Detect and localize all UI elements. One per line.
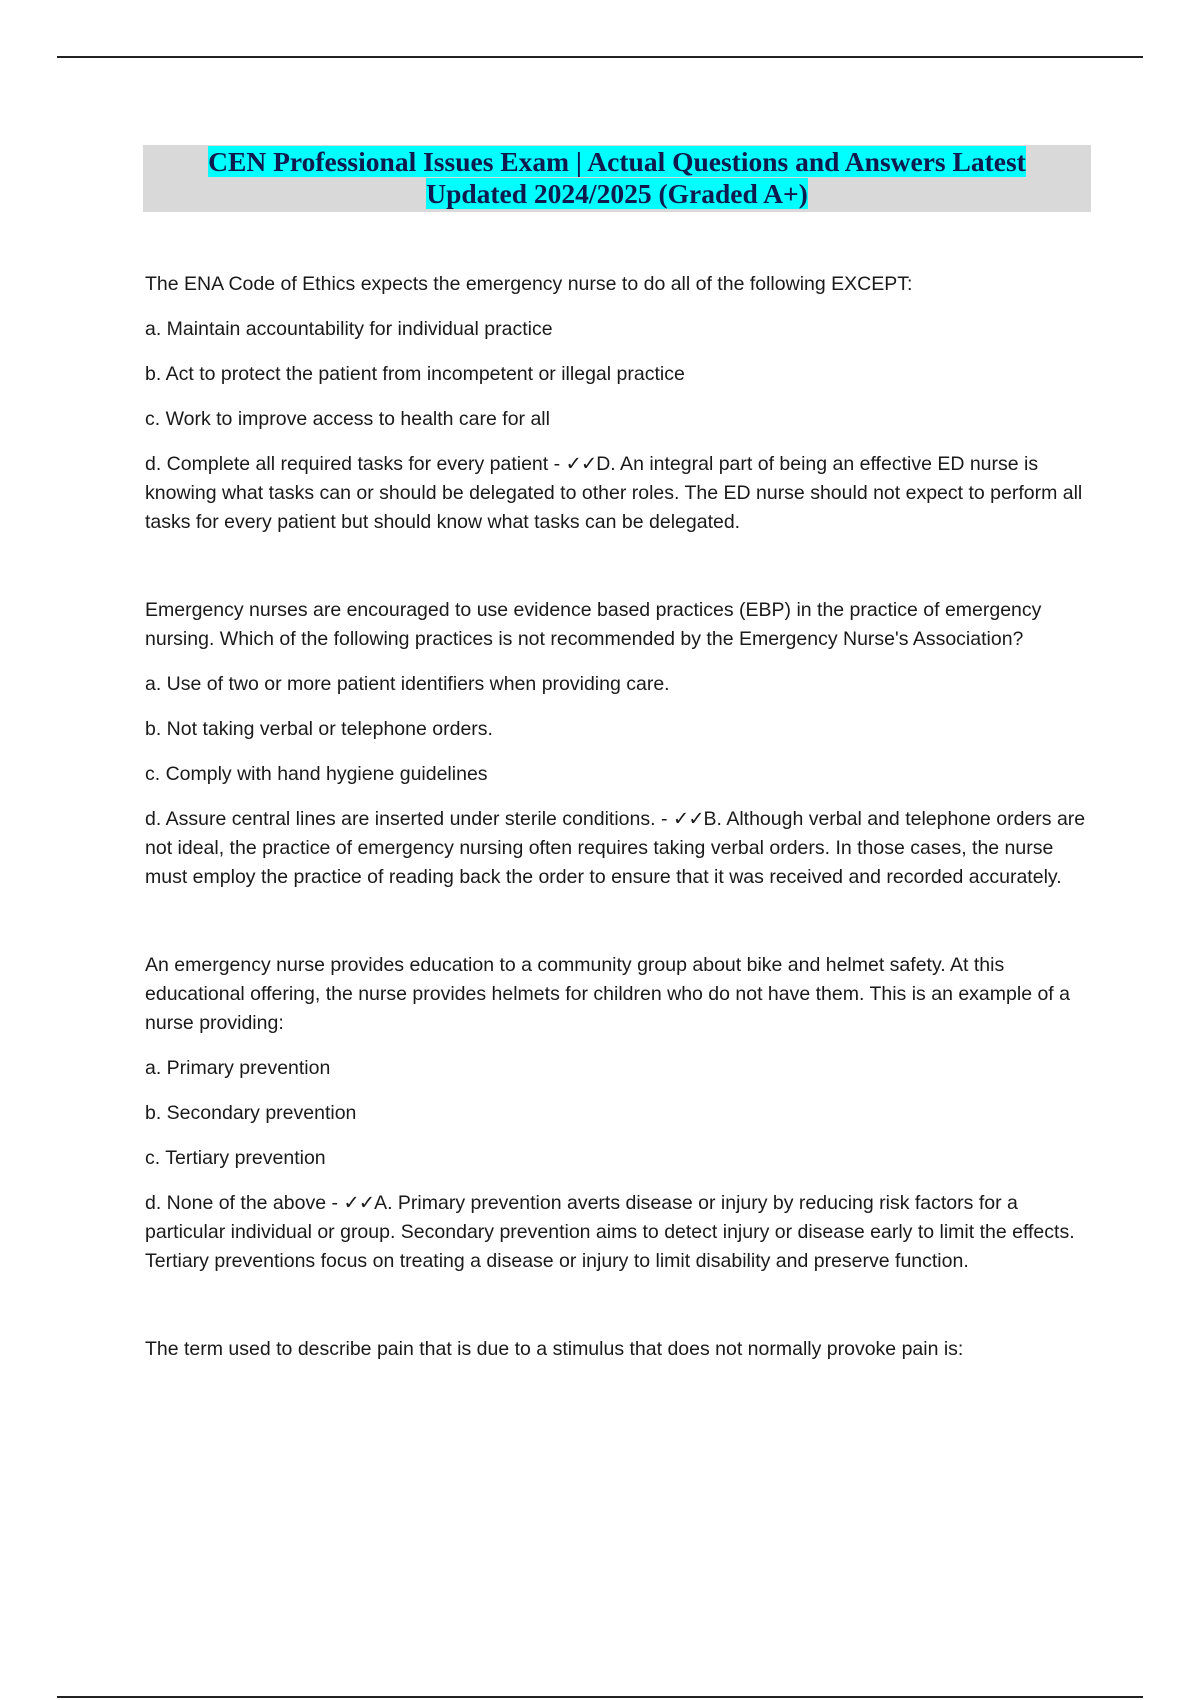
option-a: a. Use of two or more patient identifiers when providing care. (145, 673, 670, 695)
option-c: c. Work to improve access to health care for all (145, 408, 550, 430)
option-c: c. Tertiary prevention (145, 1147, 326, 1169)
question-stem: An emergency nurse provides education to a community group about bike and helmet safety. At this educational offering, the nurse provides helmets for children who do not have them. This is an example of a nurse providing: (145, 954, 1070, 1034)
option-c: c. Comply with hand hygiene guidelines (145, 763, 488, 785)
answer-explanation: B. Although verbal and telephone orders are not ideal, the practice of emergency nursing often requires taking verbal orders. In those cases, the nurse must employ the practice of reading back the order to ensure that it was received and recorded accurately. (145, 808, 1086, 888)
bottom-rule (57, 1696, 1143, 1698)
check-mark-icon: ✓✓ (343, 1192, 375, 1214)
option-d: d. Complete all required tasks for every patient - (145, 453, 566, 475)
option-a: a. Primary prevention (145, 1057, 331, 1079)
check-mark-icon: ✓✓ (565, 453, 597, 475)
question-block-4 (145, 1335, 1090, 1364)
question-block-2 (145, 596, 1090, 892)
option-b: b. Act to protect the patient from incompetent or illegal practice (145, 363, 685, 385)
question-block-1 (145, 270, 1090, 537)
option-b: b. Secondary prevention (145, 1102, 357, 1124)
question-block-3 (145, 951, 1090, 1276)
answer-explanation: A. Primary prevention averts disease or injury by reducing risk factors for a particular individual or group. Secondary prevention aims to detect injury or disease early to limit the effects. Tertiary preventions focus on treating a disease or injury to limit disability and preserve function. (145, 1192, 1075, 1272)
question-stem: The ENA Code of Ethics expects the emergency nurse to do all of the following EXCEPT: (145, 273, 913, 295)
option-d: d. Assure central lines are inserted under sterile conditions. - (145, 808, 673, 830)
document-body (145, 270, 1090, 1380)
top-rule (57, 56, 1143, 58)
question-stem: The term used to describe pain that is due to a stimulus that does not normally provoke pain is: (145, 1338, 964, 1360)
check-mark-icon: ✓✓ (672, 808, 704, 830)
document-title (143, 145, 1091, 212)
option-d: d. None of the above - (145, 1192, 344, 1214)
title-line-2: Updated 2024/2025 (Graded A+) (426, 178, 808, 209)
answer-explanation: D. An integral part of being an effective ED nurse is knowing what tasks can or should be delegated to other roles. The ED nurse should not expect to perform all tasks for every patient but should know what tasks can be delegated. (145, 453, 1083, 533)
option-b: b. Not taking verbal or telephone orders. (145, 718, 493, 740)
option-d-with-answer (145, 805, 1090, 892)
question-stem: Emergency nurses are encouraged to use evidence based practices (EBP) in the practice of emergency nursing. Which of the following practices is not recommended by the Emergency Nurse's Association? (145, 599, 1042, 650)
option-a: a. Maintain accountability for individual practice (145, 318, 553, 340)
option-d-with-answer (145, 450, 1090, 537)
title-line-1: CEN Professional Issues Exam | Actual Questions and Answers Latest (208, 146, 1026, 177)
option-d-with-answer (145, 1189, 1090, 1276)
